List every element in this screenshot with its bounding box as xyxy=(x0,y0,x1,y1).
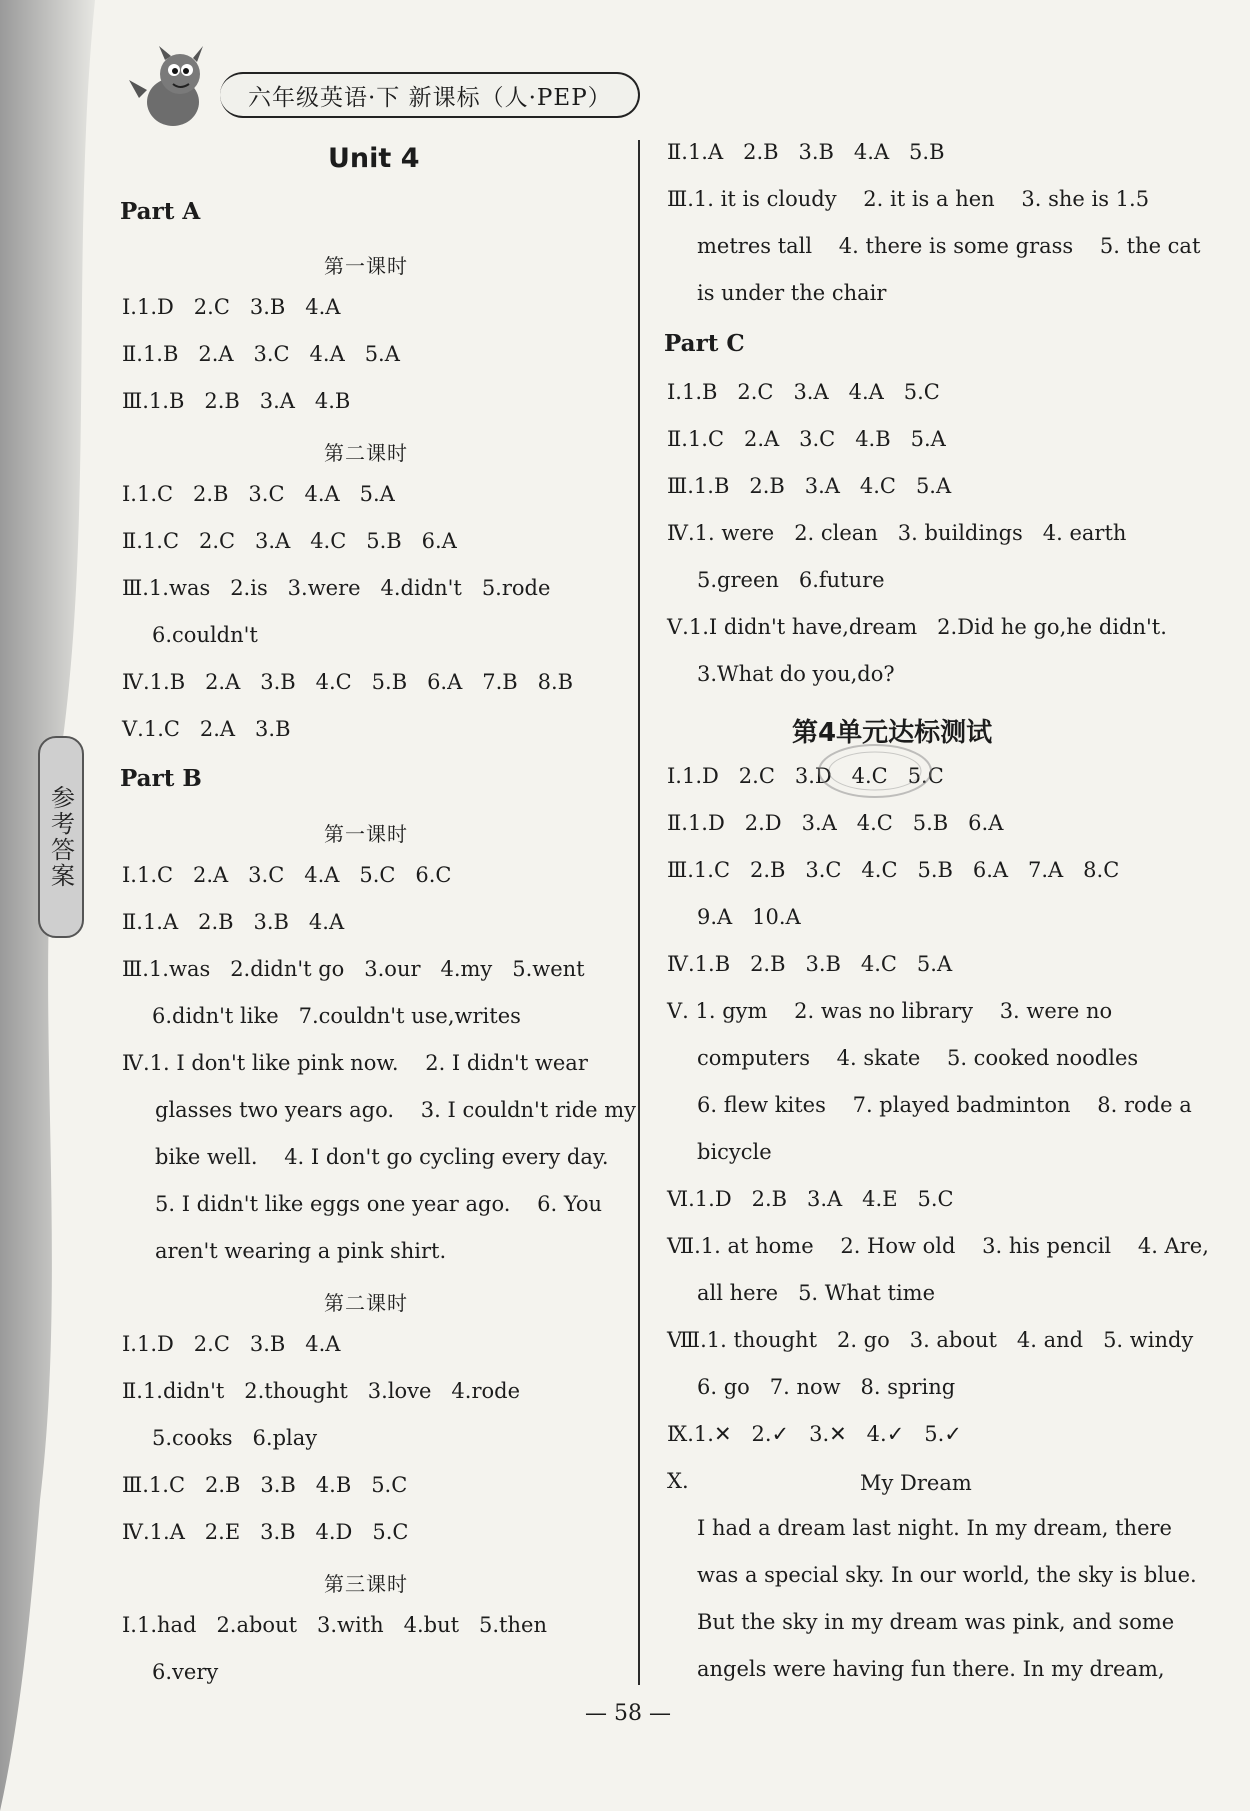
answer-row: 6.didn't like 7.couldn't use,writes xyxy=(152,1004,521,1028)
answer-row: Ⅳ.1. I don't like pink now. 2. I didn't wear xyxy=(122,1051,588,1075)
essay-line: I had a dream last night. In my dream, there xyxy=(697,1516,1172,1540)
answer-row: Ⅰ.1.C 2.B 3.C 4.A 5.A xyxy=(122,482,395,506)
stamp-watermark-icon xyxy=(815,742,935,800)
answer-row: Ⅳ.1.B 2.B 3.B 4.C 5.A xyxy=(667,952,953,976)
page-header xyxy=(125,40,625,140)
lesson-heading: 第二课时 xyxy=(324,441,408,465)
answer-row: aren't wearing a pink shirt. xyxy=(155,1239,447,1263)
answer-row: bicycle xyxy=(697,1140,772,1164)
answer-row: Ⅰ.1.D 2.C 3.B 4.A xyxy=(122,295,341,319)
answer-row: Ⅱ.1.C 2.C 3.A 4.C 5.B 6.A xyxy=(122,529,457,553)
lesson-heading: 第一课时 xyxy=(324,822,408,846)
answer-row: 6.very xyxy=(152,1660,219,1684)
header-title: 六年级英语·下 新课标（人·PEP） xyxy=(220,72,640,118)
answer-row: Ⅱ.1.D 2.D 3.A 4.C 5.B 6.A xyxy=(667,811,1004,835)
answer-row: Ⅹ. xyxy=(667,1469,689,1493)
answer-row: Ⅰ.1.had 2.about 3.with 4.but 5.then xyxy=(122,1613,547,1637)
answer-row: Ⅷ.1. thought 2. go 3. about 4. and 5. windy xyxy=(667,1328,1194,1352)
answer-row: Ⅱ.1.A 2.B 3.B 4.A 5.B xyxy=(667,140,945,164)
answer-row: Ⅲ.1.B 2.B 3.A 4.B xyxy=(122,389,351,413)
answer-row: Ⅰ.1.D 2.C 3.D 4.C 5.C xyxy=(667,764,944,788)
answer-row: 5.cooks 6.play xyxy=(152,1426,318,1450)
part-b-heading: Part B xyxy=(120,765,202,792)
answer-row: computers 4. skate 5. cooked noodles xyxy=(697,1046,1139,1070)
part-a-heading: Part A xyxy=(120,198,201,225)
lesson-heading: 第一课时 xyxy=(324,254,408,278)
answer-row: metres tall 4. there is some grass 5. the cat xyxy=(697,234,1201,258)
answer-row: Ⅰ.1.D 2.C 3.B 4.A xyxy=(122,1332,341,1356)
essay-line: was a special sky. In our world, the sky is blue. xyxy=(697,1563,1197,1587)
answer-row: bike well. 4. I don't go cycling every day. xyxy=(155,1145,609,1169)
unit-title: Unit 4 xyxy=(328,143,420,174)
answer-row: 5.green 6.future xyxy=(697,568,885,592)
dragon-mascot-icon xyxy=(125,40,220,135)
answer-row: Ⅳ.1.A 2.E 3.B 4.D 5.C xyxy=(122,1520,409,1544)
essay-line: angels were having fun there. In my dream, xyxy=(697,1657,1165,1681)
answer-row: Ⅶ.1. at home 2. How old 3. his pencil 4. Are, xyxy=(667,1234,1209,1258)
answer-row: Ⅲ.1.was 2.is 3.were 4.didn't 5.rode xyxy=(122,576,551,600)
answer-row: is under the chair xyxy=(697,281,887,305)
column-divider xyxy=(638,140,640,1685)
answer-row: 3.What do you,do? xyxy=(697,662,895,686)
answer-row: Ⅰ.1.B 2.C 3.A 4.A 5.C xyxy=(667,380,940,404)
answer-row: 5. I didn't like eggs one year ago. 6. You xyxy=(155,1192,603,1216)
answer-row: Ⅴ. 1. gym 2. was no library 3. were no xyxy=(667,999,1113,1023)
answer-row: 6.couldn't xyxy=(152,623,258,647)
lesson-heading: 第二课时 xyxy=(324,1291,408,1315)
answer-row: Ⅲ.1.C 2.B 3.C 4.C 5.B 6.A 7.A 8.C xyxy=(667,858,1120,882)
answer-row: Ⅳ.1.B 2.A 3.B 4.C 5.B 6.A 7.B 8.B xyxy=(122,670,574,694)
lesson-heading: 第三课时 xyxy=(324,1572,408,1596)
answer-row: Ⅵ.1.D 2.B 3.A 4.E 5.C xyxy=(667,1187,954,1211)
answer-row: Ⅱ.1.didn't 2.thought 3.love 4.rode xyxy=(122,1379,520,1403)
answer-row: glasses two years ago. 3. I couldn't ride my xyxy=(155,1098,637,1122)
answer-row: Ⅴ.1.I didn't have,dream 2.Did he go,he didn't. xyxy=(667,615,1167,639)
answer-row: 9.A 10.A xyxy=(697,905,801,929)
answer-row: Ⅲ.1.B 2.B 3.A 4.C 5.A xyxy=(667,474,952,498)
page-number: — 58 — xyxy=(585,1701,671,1726)
part-c-heading: Part C xyxy=(664,330,745,357)
answer-row: Ⅲ.1.was 2.didn't go 3.our 4.my 5.went xyxy=(122,957,585,981)
unit-test-title: 第4单元达标测试 xyxy=(792,718,993,748)
answer-row: Ⅴ.1.C 2.A 3.B xyxy=(122,717,291,741)
side-tab-answer-key: 参考答案 xyxy=(38,736,84,938)
answer-row: 6. go 7. now 8. spring xyxy=(697,1375,956,1399)
essay-line: But the sky in my dream was pink, and some xyxy=(697,1610,1175,1634)
answer-row: Ⅳ.1. were 2. clean 3. buildings 4. earth xyxy=(667,521,1127,545)
answer-row: Ⅲ.1. it is cloudy 2. it is a hen 3. she is 1.5 xyxy=(667,187,1150,211)
essay-title: My Dream xyxy=(860,1471,972,1495)
answer-row: Ⅲ.1.C 2.B 3.B 4.B 5.C xyxy=(122,1473,408,1497)
answer-row: all here 5. What time xyxy=(697,1281,936,1305)
answer-row: Ⅱ.1.C 2.A 3.C 4.B 5.A xyxy=(667,427,946,451)
answer-row: Ⅸ.1.✕ 2.✓ 3.✕ 4.✓ 5.✓ xyxy=(667,1422,962,1446)
answer-row: 6. flew kites 7. played badminton 8. rode a xyxy=(697,1093,1192,1117)
answer-row: Ⅱ.1.A 2.B 3.B 4.A xyxy=(122,910,345,934)
answer-row: Ⅱ.1.B 2.A 3.C 4.A 5.A xyxy=(122,342,400,366)
answer-row: Ⅰ.1.C 2.A 3.C 4.A 5.C 6.C xyxy=(122,863,452,887)
